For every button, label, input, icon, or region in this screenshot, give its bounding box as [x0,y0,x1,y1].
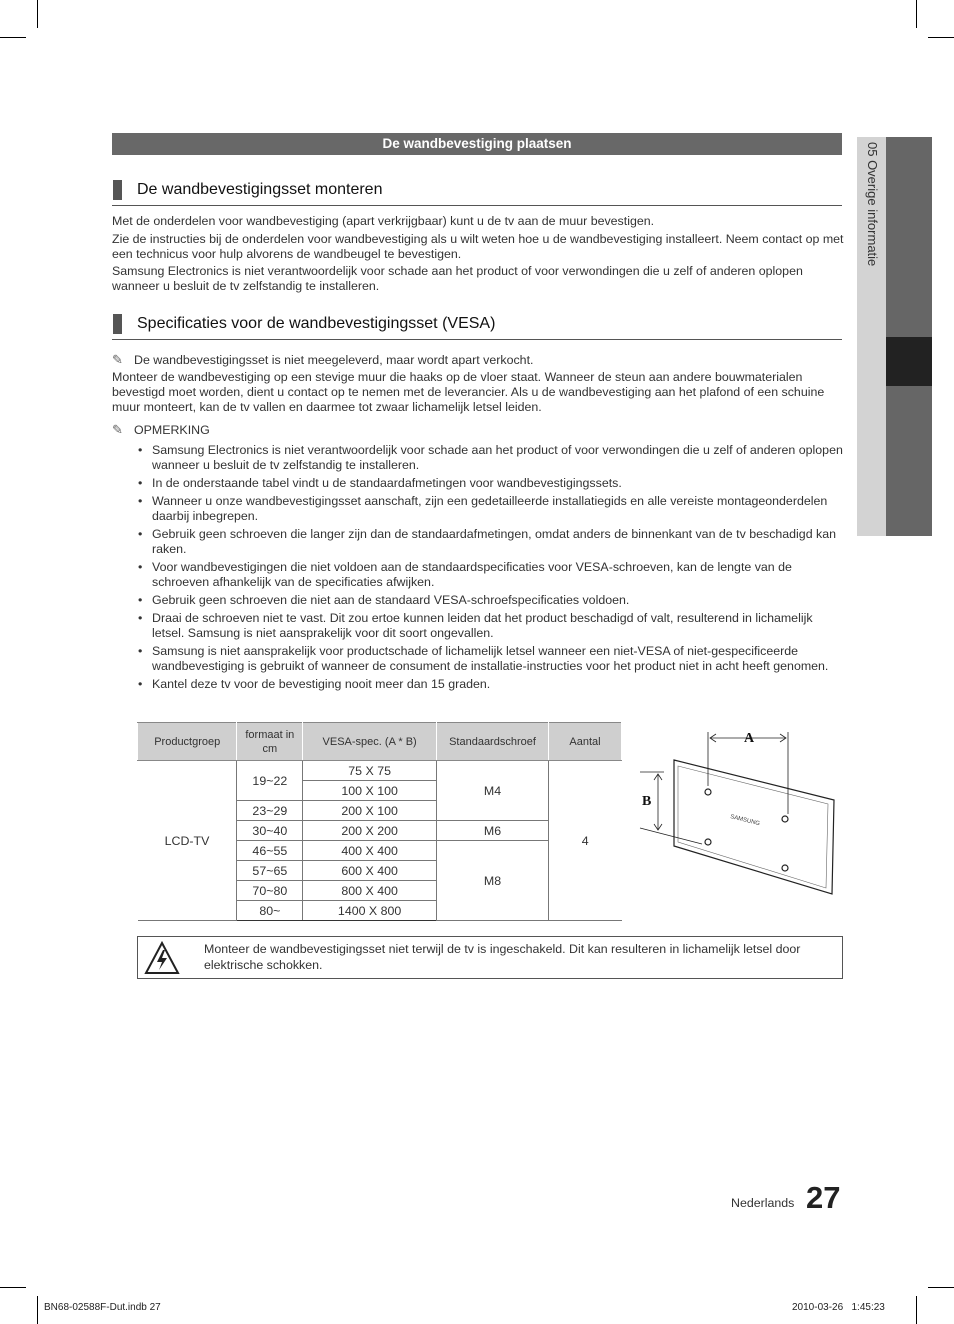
cell-size: 80~ [237,901,303,921]
crop-mark [928,37,954,38]
table-row [138,761,622,781]
note-pencil-icon: ✎ [112,352,123,367]
warning-box [137,936,843,979]
cell-size: 70~80 [237,881,303,901]
cell-size: 57~65 [237,861,303,881]
column-header: formaat in cm [237,723,303,761]
column-header: VESA-spec. (A * B) [303,723,437,761]
column-header: Aantal [548,723,621,761]
tv-back-diagram [638,724,838,909]
cell-product-group: LCD-TV [138,761,237,921]
section-heading [112,180,842,206]
screw-hole [782,816,788,822]
screw-hole [782,865,788,871]
note-label: OPMERKING [134,423,210,437]
list-item: • Voor wandbevestigingen die niet voldoen aan de standaardspecificaties voor VESA-schroeven, kan de lengte van de schroeven afhankelijk van de specificaties afwijken. [136,560,844,590]
section-title: Specificaties voor de wandbevestigingsset (VESA) [137,315,496,332]
cell-vesa: 200 X 100 [303,801,437,821]
cell-vesa: 75 X 75 [303,761,437,781]
note-line [112,422,844,438]
section-heading [112,314,842,340]
cell-size: 19~22 [237,761,303,801]
label-b: B [642,794,652,809]
heading-bar [113,180,122,200]
page-banner: De wandbevestiging plaatsen [112,133,842,155]
page-number: 27 [806,1180,841,1215]
list-item: • Samsung Electronics is niet verantwoordelijk voor schade aan het product of voor verwondingen die u zelf of anderen oplopen wanneer u besluit de tv zelfstandig te installeren. [136,443,844,473]
brand-logo: SAMSUNG [729,814,761,828]
list-item: • Draai de schroeven niet te vast. Dit zou ertoe kunnen leiden dat het product beschadigd of valt, resulterend in lichamelijk letsel. Samsung is niet aansprakelijk voor dit soort ongevallen. [136,611,844,641]
bullet-list [136,443,844,695]
cell-vesa: 600 X 400 [303,861,437,881]
list-item: • Wanneer u onze wandbevestigingsset aanschaft, zijn een gedetailleerde installatiegids en alle vereiste montageonderdelen daarbij inbegrepen. [136,494,844,524]
label-a: A [744,731,755,746]
warning-text: Monteer de wandbevestigingsset niet terwijl de tv is ingeschakeld. Dit kan resulteren in lichamelijk letsel door elektrische schokken. [204,942,801,972]
paragraph: Samsung Electronics is niet verantwoordelijk voor schade aan het product of voor verwondingen die u zelf of anderen oplopen wanneer u besluit de tv zelfstandig te installeren. [112,264,803,293]
column-header: Productgroep [138,723,237,761]
cell-size: 23~29 [237,801,303,821]
cell-vesa: 200 X 200 [303,821,437,841]
side-tab-marker [886,337,932,386]
list-item: • In de onderstaande tabel vindt u de standaardafmetingen voor wandbevestigingssets. [136,476,844,491]
crop-mark [916,1296,917,1324]
vesa-table [137,722,622,921]
cell-size: 30~40 [237,821,303,841]
list-item: • Gebruik geen schroeven die niet aan de standaard VESA-schroefspecificaties voldoen. [136,593,844,608]
paragraph: Monteer de wandbevestiging op een stevige muur die haaks op de vloer staat. Wanneer de steun aan andere bouwmaterialen bevestigd moet worden, dient u contact op te nemen met de leverancier. Als u de wandbevestiging aan het plafond of een schuine muur monteert, kan de tv vallen en daarmee tot zwaar lichamelijk letsel leiden. [112,370,825,414]
cell-size: 46~55 [237,841,303,861]
cell-vesa: 100 X 100 [303,781,437,801]
electric-warning-icon [144,941,180,975]
cell-screw: M6 [437,821,549,841]
table-header-row [138,723,622,761]
cell-vesa: 800 X 400 [303,881,437,901]
cell-vesa: 400 X 400 [303,841,437,861]
print-slug-date: 2010-03-26 1:45:23 [792,1302,885,1313]
crop-mark [0,1287,26,1288]
list-item: • Samsung is niet aansprakelijk voor productschade of lichamelijk letsel wanneer een niet-VESA of niet-gespecificeerde wandbevestiging is gebruikt of wanneer de consument de installatie-instructies voor het product niet in acht heeft genomen. [136,644,844,674]
heading-bar [113,314,122,334]
note-text: De wandbevestigingsset is niet meegeleverd, maar wordt apart verkocht. [134,353,534,367]
note-line [112,352,844,368]
screw-hole [705,839,711,845]
section-title: De wandbevestigingsset monteren [137,181,383,198]
cell-screw: M8 [437,841,549,921]
cell-vesa: 1400 X 800 [303,901,437,921]
paragraph: Zie de instructies bij de onderdelen voor wandbevestiging als u wilt weten hoe u de wandbevestiging installeert. Neem contact op met een technicus voor hulp alvorens de wandbeugel te bevestigen. [112,232,844,261]
cell-count: 4 [548,761,621,921]
crop-mark [37,0,38,28]
tv-back-outline [674,760,834,894]
screw-hole [705,789,711,795]
cell-screw: M4 [437,761,549,821]
crop-mark [0,37,26,38]
footer-language: Nederlands [731,1196,795,1210]
column-header: Standaardschroef [437,723,549,761]
crop-mark [37,1296,38,1324]
crop-mark [928,1287,954,1288]
list-item: • Kantel deze tv voor de bevestiging nooit meer dan 15 graden. [136,677,844,692]
chapter-label: 05 Overige informatie [865,142,880,267]
paragraph: Met de onderdelen voor wandbevestiging (apart verkrijgbaar) kunt u de tv aan de muur bevestigen. [112,214,655,228]
note-pencil-icon: ✎ [112,422,123,437]
crop-mark [916,0,917,28]
list-item: • Gebruik geen schroeven die langer zijn dan de standaardafmetingen, omdat anders de binnenkant van de tv beschadigd kan raken. [136,527,844,557]
print-slug-file: BN68-02588F-Dut.indb 27 [44,1302,161,1313]
